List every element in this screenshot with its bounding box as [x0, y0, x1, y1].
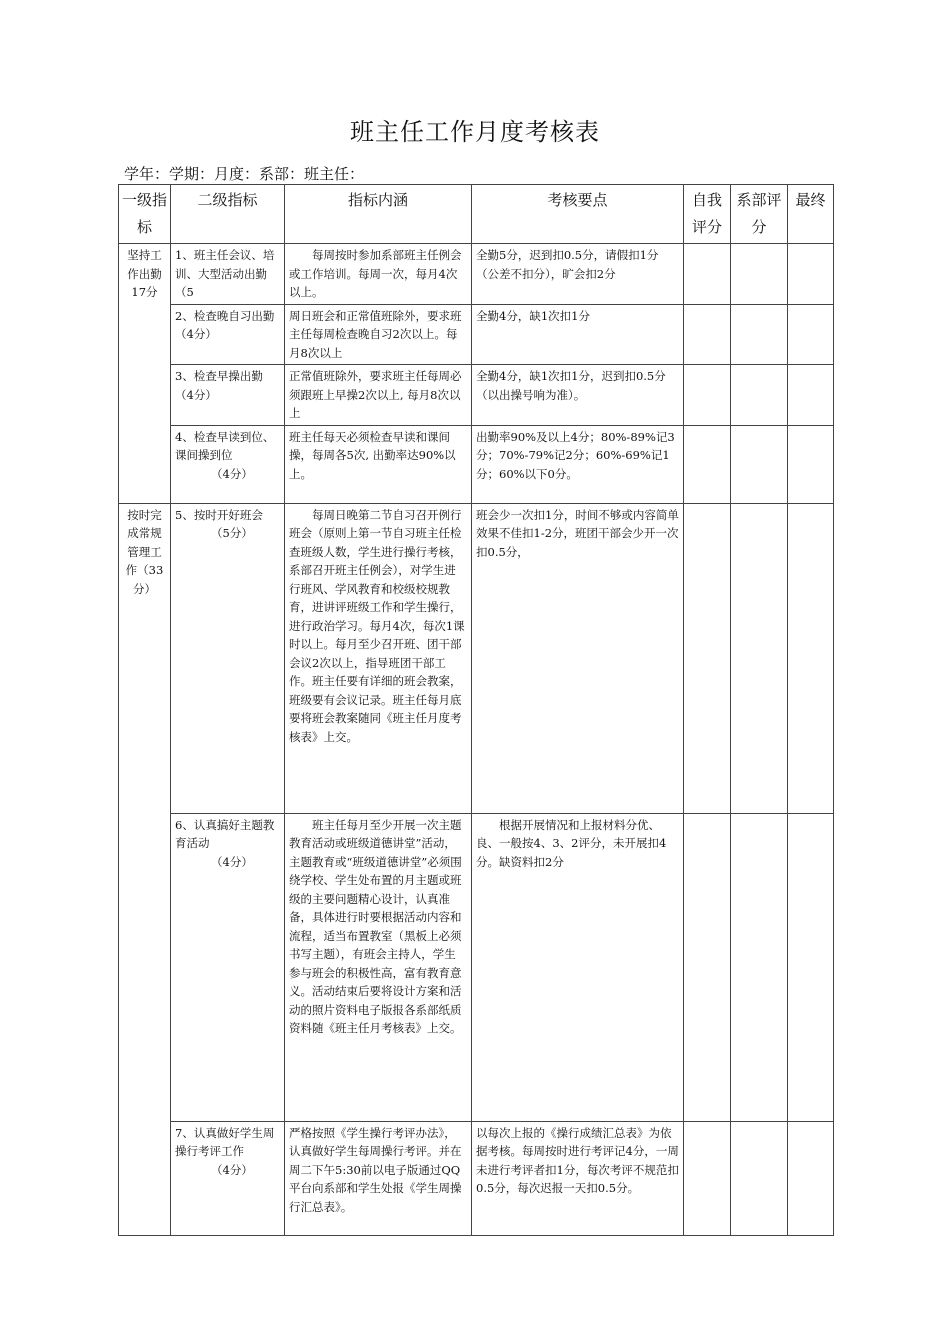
table-row — [119, 244, 834, 305]
table-row — [119, 1121, 834, 1235]
final-score-cell[interactable] — [788, 365, 834, 426]
table-row — [119, 365, 834, 426]
criteria-cell: 全勤4分，缺1次扣1分 — [472, 304, 684, 365]
level1-routine-management: 按时完成常规管理工作（33分） — [119, 503, 171, 1235]
dept-score-cell[interactable] — [731, 365, 788, 426]
item-cell — [171, 425, 285, 503]
header-content: 指标内涵 — [285, 185, 472, 244]
header-criteria: 考核要点 — [472, 185, 684, 244]
dept-score-cell[interactable] — [731, 304, 788, 365]
criteria-cell: 以每次上报的《操行成绩汇总表》为依据考核。每周按时进行考评记4分，一周未进行考评者扣1分，每次考评不规范扣0.5分，每次迟报一天扣0.5分。 — [472, 1121, 684, 1235]
header-level2: 二级指标 — [171, 185, 285, 244]
criteria-cell: 班会少一次扣1分，时间不够或内容简单效果不佳扣1-2分，班团干部会少开一次扣0.5分， — [472, 503, 684, 813]
content-cell: 每周按时参加系部班主任例会或工作培训。每周一次，每月4次以上。 — [285, 244, 472, 305]
final-score-cell[interactable] — [788, 813, 834, 1121]
table-header-row — [119, 185, 834, 244]
final-score-cell[interactable] — [788, 304, 834, 365]
dept-score-cell[interactable] — [731, 425, 788, 503]
criteria-cell: 根据开展情况和上报材料分优、良、一般按4、3、2评分，未开展扣4分。缺资料扣2分 — [472, 813, 684, 1121]
self-score-cell[interactable] — [684, 813, 731, 1121]
table-row — [119, 304, 834, 365]
item-points: （4分） — [211, 466, 253, 481]
self-score-cell[interactable] — [684, 503, 731, 813]
item-points: （4分） — [211, 1162, 253, 1177]
final-score-cell[interactable] — [788, 425, 834, 503]
header-level1: 一级指标 — [119, 185, 171, 244]
header-self-score: 自我评分 — [684, 185, 731, 244]
self-score-cell[interactable] — [684, 304, 731, 365]
table-row — [119, 503, 834, 813]
item-cell: 3、检查早操出勤（4分） — [171, 365, 285, 426]
final-score-cell[interactable] — [788, 244, 834, 305]
item-cell: 2、检查晚自习出勤（4分） — [171, 304, 285, 365]
item-points: （5分） — [211, 526, 253, 540]
criteria-cell: 全勤4分，缺1次扣1分，迟到扣0.5分（以出操号响为准）。 — [472, 365, 684, 426]
item-label: 5、按时开好班会 — [175, 507, 263, 522]
header-info-line: 学年：学期：月度：系部：班主任： — [124, 165, 365, 183]
item-label: 7、认真做好学生周操行考评工作 — [175, 1125, 275, 1158]
self-score-cell[interactable] — [684, 425, 731, 503]
content-cell: 班主任每天必须检查早读和课间操，每周各5次, 出勤率达90%以上。 — [285, 425, 472, 503]
criteria-cell: 全勤5分，迟到扣0.5分，请假扣1分（公差不扣分），旷会扣2分 — [472, 244, 684, 305]
final-score-cell[interactable] — [788, 503, 834, 813]
dept-score-cell[interactable] — [731, 813, 788, 1121]
content-cell: 班主任每月至少开展一次主题教育活动或班级道德讲堂”活动，主题教育或“班级道德讲堂”必须围绕学校、学生处布置的月主题或班级的主要问题精心设计，认真准备，具体进行时要根据活动内容和流程，适当布置教室（黑板上必须书写主题），有班会主持人，学生参与班会的积极性高，富有教育意义。活动结束后要将设计方案和活动的照片资料电子版报各系部纸质资料随《班主任月考核表》上交。 — [285, 813, 472, 1121]
header-final-score: 最终 — [788, 185, 834, 244]
table-row — [119, 813, 834, 1121]
level1-attendance: 坚持工作出勤17分 — [119, 244, 171, 504]
self-score-cell[interactable] — [684, 244, 731, 305]
table-row — [119, 425, 834, 503]
item-cell — [171, 1121, 285, 1235]
content-cell: 正常值班除外，要求班主任每周必须跟班上早操2次以上, 每月8次以上 — [285, 365, 472, 426]
dept-score-cell[interactable] — [731, 244, 788, 305]
header-dept-score: 系部评分 — [731, 185, 788, 244]
self-score-cell[interactable] — [684, 1121, 731, 1235]
item-label: 6、认真搞好主题教育活动 — [175, 817, 275, 850]
dept-score-cell[interactable] — [731, 503, 788, 813]
item-cell — [171, 503, 285, 813]
dept-score-cell[interactable] — [731, 1121, 788, 1235]
item-cell — [171, 813, 285, 1121]
assessment-table — [118, 184, 834, 1236]
self-score-cell[interactable] — [684, 365, 731, 426]
item-cell: 1、班主任会议、培训、大型活动出勤（5 — [171, 244, 285, 305]
criteria-cell: 出勤率90%及以上4分；80%-89%记3分；70%-79%记2分；60%-69%记1分；60%以下0分。 — [472, 425, 684, 503]
final-score-cell[interactable] — [788, 1121, 834, 1235]
content-cell: 每周日晚第二节自习召开例行班会（原则上第一节自习班主任检查班级人数，学生进行操行考核，系部召开班主任例会），对学生进行班风、学风教育和校级校规教育，进讲评班级工作和学生操行，进行政治学习。每月4次，每次1课时以上。每月至少召开班、团干部会议2次以上，指导班团干部工作。班主任要有详细的班会教案，班级要有会议记录。班主任每月底要将班会教案随同《班主任月度考核表》上交。 — [285, 503, 472, 813]
item-points: （4分） — [211, 854, 253, 869]
content-cell: 周日班会和正常值班除外，要求班主任每周检查晚自习2次以上。每月8次以上 — [285, 304, 472, 365]
item-label: 4、检查早读到位、课间操到位 — [175, 429, 275, 462]
document-title: 班主任工作月度考核表 — [350, 118, 600, 146]
content-cell: 严格按照《学生操行考评办法》，认真做好学生每周操行考评。并在周二下午5:30前以电子版通过QQ平台向系部和学生处报《学生周操行汇总表》。 — [285, 1121, 472, 1235]
